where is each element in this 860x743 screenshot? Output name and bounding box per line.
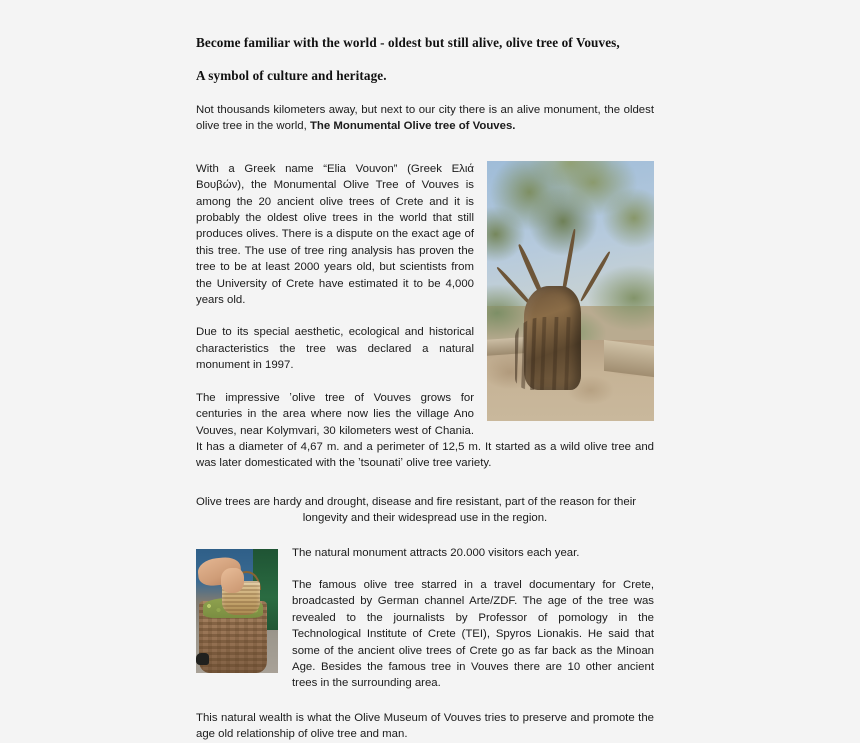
page-title: Become familiar with the world - oldest but still alive, olive tree of Vouves, [196,35,620,50]
paragraph-location: The impressive ʼolive tree of Vouves grows for centuries in the area where now lies the village Ano Vouves, near Kolymvari, 30 kilometers west of Chania. It has a diameter of 4,67 m. and a perimeter of 12,5 m. It started as a wild olive tree and was later domesticated with the ʼtsounatiʼ olive tree variety. [196,391,654,470]
olive-tree-photo [487,161,654,421]
paragraph-greek-name: With a Greek name “Elia Vouvon” (Greek Ελιά Βουβών), the Monumental Olive Tree of Vouves is among the 20 ancient olive trees of Crete and it is probably the oldest olive trees in the world that still produces olives. There is a dispute on the exact age of this tree. The use of tree ring analysis has proven the tree to be at least 2000 years old, but scientists from the University of Crete have estimated it to be 4,000 years old. [196,162,474,307]
document-body [196,0,654,743]
harvester-hand [221,568,244,593]
paragraph-hardiness [196,472,654,527]
hardiness-line-2: longevity and their widespread use in the region. [302,512,548,525]
paragraph-natural-monument: Due to its special aesthetic, ecological and historical characteristics the tree was declared a natural monument in 1997. [196,326,474,372]
page-subtitle: A symbol of culture and heritage. [196,68,387,83]
harvest-section [196,527,654,692]
stone-wall-right [604,340,654,377]
intro-text: Not thousands kilometers away, but next to our city there is an alive monument, the oldest olive tree in the world, [196,104,654,133]
paragraph-visitors: The natural monument attracts 20.000 visitors each year. [292,546,580,559]
tree-trunk [524,286,581,390]
tree-section [196,135,654,472]
olive-harvest-photo [196,549,278,673]
intro-bold-text: The Monumental Olive tree of Vouves. [309,120,516,133]
paragraph-documentary: The famous olive tree starred in a travel documentary for Crete, broadcasted by German channel Arte/ZDF. The age of the tree was revealed to the journalists by Professor of pomology in the Technological Institute of Crete (TEI), Spyros Lionakis. He said that some of the ancient olive trees of Crete go as far back as the Minoan Age. Besides the famous tree in Vouves there are 10 other ancient trees in the surrounding area. [292,578,654,690]
intro-paragraph [196,83,654,135]
hardiness-line-1: Olive trees are hardy and drought, disease and fire resistant, part of the reason for their [196,495,637,508]
shoe [196,653,209,665]
paragraph-museum: This natural wealth is what the Olive Museum of Vouves tries to preserve and promote the age old relationship of olive tree and man. [196,711,654,741]
